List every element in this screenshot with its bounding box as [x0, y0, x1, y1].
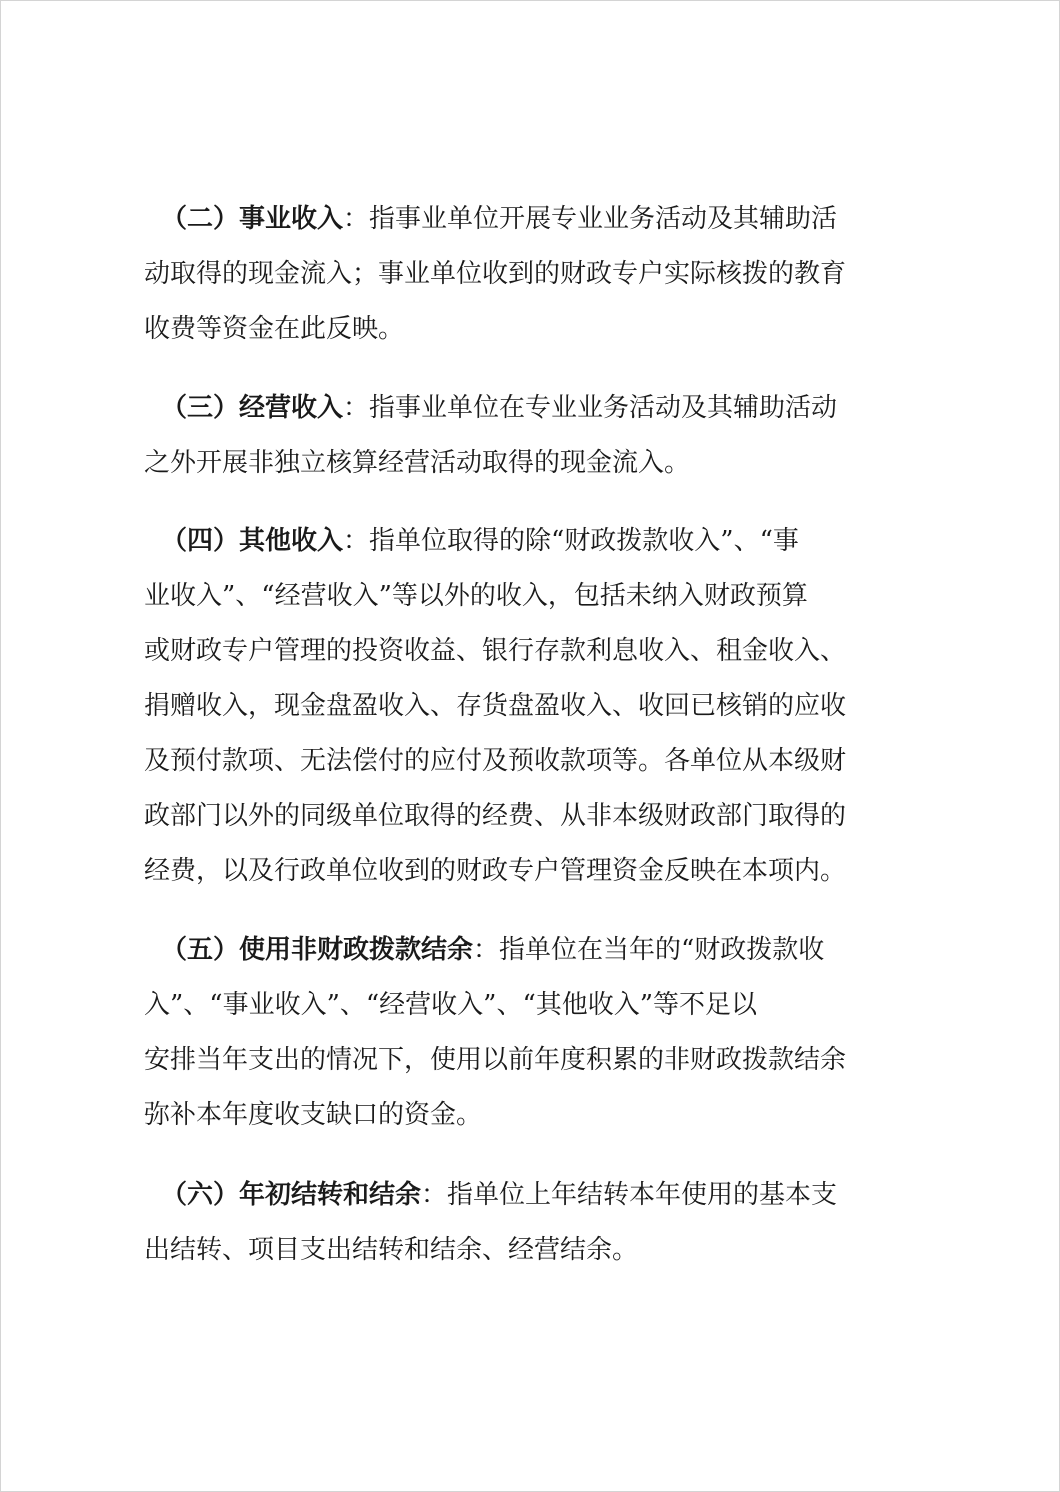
section-6-text: ：指单位上年结转本年使用的基本支	[421, 1180, 838, 1210]
section-5-line-1	[161, 934, 824, 966]
section-4-line-7: 经费，以及行政单位收到的财政专户管理资金反映在本项内。	[144, 856, 847, 886]
section-2-line-1	[161, 203, 837, 235]
section-4-line-1	[161, 525, 799, 557]
section-6-line-1	[161, 1179, 837, 1211]
section-4-line-4: 捐赠收入，现金盘盈收入、存货盘盈收入、收回已核销的应收	[144, 691, 847, 721]
section-4-line-5: 及预付款项、无法偿付的应付及预收款项等。各单位从本级财	[144, 746, 847, 776]
section-2-text: ：指事业单位开展专业业务活动及其辅助活	[343, 204, 838, 234]
section-6-heading: （六）年初结转和结余	[161, 1180, 422, 1210]
section-4-line-3: 或财政专户管理的投资收益、银行存款利息收入、租金收入、	[144, 636, 847, 666]
section-4-line-6: 政部门以外的同级单位取得的经费、从非本级财政部门取得的	[144, 801, 847, 831]
section-5-heading: （五）使用非财政拨款结余	[161, 935, 474, 965]
section-4-line-2: 业收入”、“经营收入”等以外的收入，包括未纳入财政预算	[144, 581, 808, 611]
section-5-line-4: 弥补本年度收支缺口的资金。	[144, 1100, 483, 1130]
section-5-line-3: 安排当年支出的情况下，使用以前年度积累的非财政拨款结余	[144, 1045, 847, 1075]
section-6-line-2: 出结转、项目支出结转和结余、经营结余。	[144, 1235, 639, 1265]
section-3-text: ：指事业单位在专业业务活动及其辅助活动	[343, 393, 838, 423]
section-2-line-3: 收费等资金在此反映。	[144, 314, 405, 344]
section-4-text: ：指单位取得的除“财政拨款收入”、“事	[343, 526, 799, 556]
section-5-text: ：指单位在当年的“财政拨款收	[473, 935, 825, 965]
section-3-line-2: 之外开展非独立核算经营活动取得的现金流入。	[144, 448, 691, 478]
section-5-line-2: 入”、“事业收入”、“经营收入”、“其他收入”等不足以	[144, 990, 758, 1020]
section-4-heading: （四）其他收入	[161, 526, 344, 556]
section-3-line-1	[161, 392, 837, 424]
section-2-line-2: 动取得的现金流入；事业单位收到的财政专户实际核拨的教育	[144, 259, 847, 289]
section-3-heading: （三）经营收入	[161, 393, 344, 423]
section-2-heading: （二）事业收入	[161, 204, 344, 234]
